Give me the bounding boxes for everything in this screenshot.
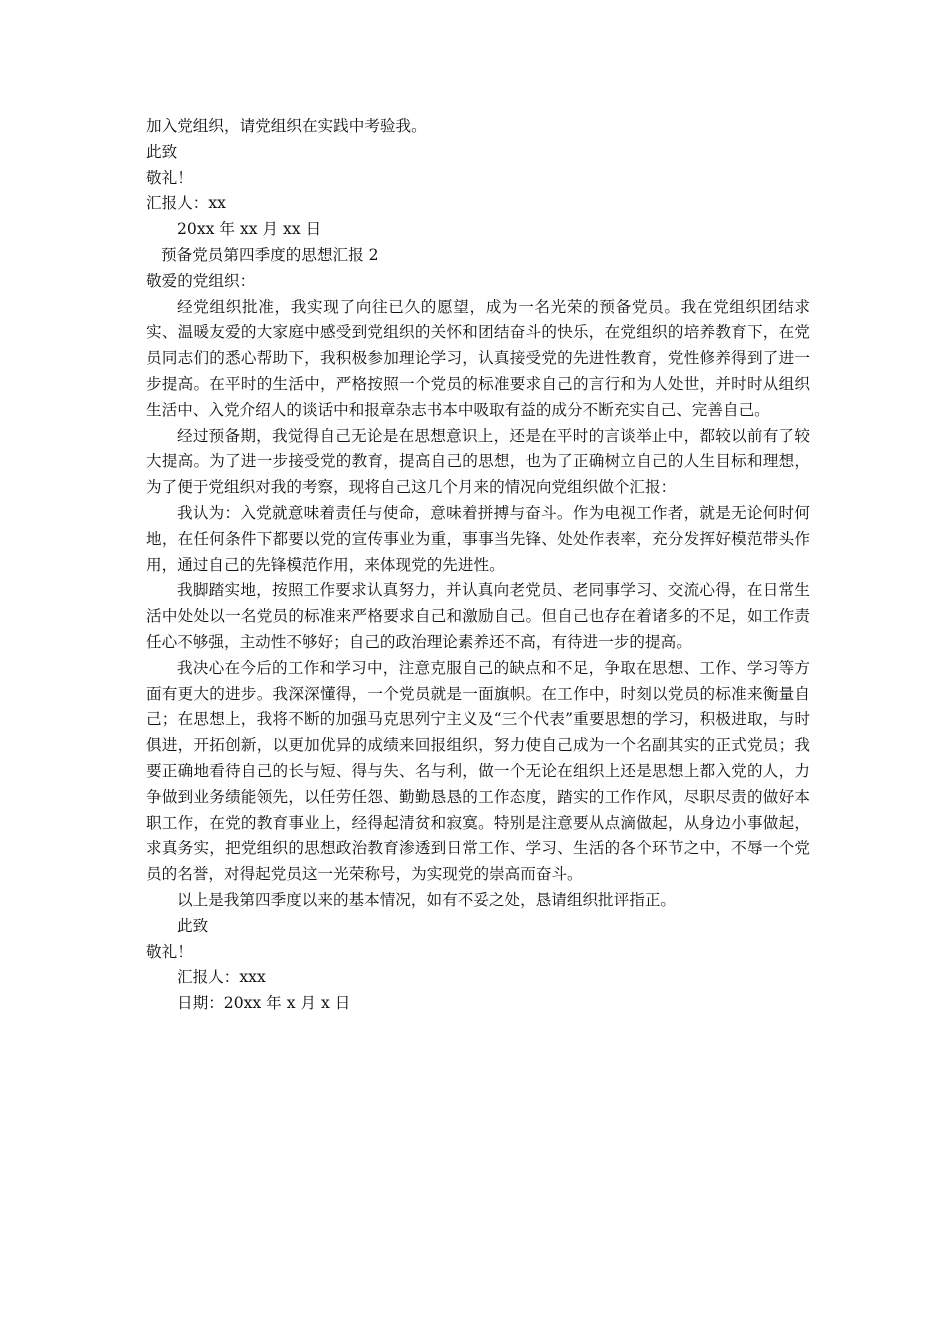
body-paragraph-3: 我认为：入党就意味着责任与使命，意味着拼搏与奋斗。作为电视工作者，就是无论何时何地，在任何条件下都要以党的宣传事业为重，事事当先锋、处处作表率，充分发挥好模范带头作用，通过自己的先锋模范作用，来体现党的先进性。 (146, 503, 810, 574)
body-paragraph-5: 我决心在今后的工作和学习中，注意克服自己的缺点和不足，争取在思想、工作、学习等方面有更大的进步。我深深懂得，一个党员就是一面旗帜。在工作中，时刻以党员的标准来衡量自己；在思想上，我将不断的加强马克思列宁主义及“三个代表”重要思想的学习，积极进取，与时俱进，开拓创新，以更加优异的成绩来回报组织，努力使自己成为一个名副其实的正式党员；我要正确地看待自己的长与短、得与失、名与利，做一个无论在组织上还是思想上都入党的人，力争做到业务绩能领先，以任劳任怨、勤勤恳恳的工作态度，踏实的工作作风，尽职尽责的做好本职工作，在党的教育事业上，经得起清贫和寂寞。特别是注意要从点滴做起，从身边小事做起，求真务实，把党组织的思想政治教育渗透到日常工作、学习、生活的各个环节之中，不辱一个党员的名誉，对得起党员这一光荣称号，为实现党的崇高而奋斗。 (146, 658, 810, 884)
report-title: 预备党员第四季度的思想汇报 2 (161, 245, 379, 264)
body-paragraph-4: 我脚踏实地，按照工作要求认真努力，并认真向老党员、老同事学习、交流心得，在日常生活中处处以一名党员的标准来严格要求自己和激励自己。但自己也存在着诸多的不足，如工作责任心不够强，主动性不够好；自己的政治理论素养还不高，有待进一步的提高。 (146, 581, 810, 651)
salute-2: 敬礼！ (146, 942, 193, 961)
salute: 敬礼！ (146, 168, 193, 187)
body-paragraph-6: 以上是我第四季度以来的基本情况，如有不妥之处，恳请组织批评指正。 (177, 890, 677, 909)
intro-line: 加入党组织，请党组织在实践中考验我。 (146, 117, 427, 135)
reporter-2: 汇报人：xxx (177, 968, 266, 987)
document-page (146, 114, 810, 1017)
greeting: 敬爱的党组织： (146, 271, 256, 290)
reporter: 汇报人：xx (146, 194, 226, 213)
body-paragraph-2: 经过预备期，我觉得自己无论是在思想意识上，还是在平时的言谈举止中，都较以前有了较大提高。为了进一步接受党的教育，提高自己的思想，也为了正确树立自己的人生目标和理想，为了便于党组织对我的考察，现将自己这几个月来的情况向党组织做个汇报： (146, 426, 810, 497)
report-date-2: 日期：20xx 年 x 月 x 日 (177, 994, 351, 1013)
body-paragraph-1: 经党组织批准，我实现了向往已久的愿望，成为一名光荣的预备党员。我在党组织团结求实、温暖友爱的大家庭中感受到党组织的关怀和团结奋斗的快乐，在党组织的培养教育下，在党员同志们的悉心帮助下，我积极参加理论学习，认真接受党的先进性教育，党性修养得到了进一步提高。在平时的生活中，严格按照一个党员的标准要求自己的言行和为人处世，并时时从组织生活中、入党介绍人的谈话中和报章杂志书本中吸取有益的成分不断充实自己、完善自己。 (146, 297, 810, 419)
report-date: 20xx 年 xx 月 xx 日 (177, 220, 322, 239)
closing-phrase-2: 此致 (177, 916, 209, 935)
closing-phrase: 此致 (146, 142, 178, 161)
